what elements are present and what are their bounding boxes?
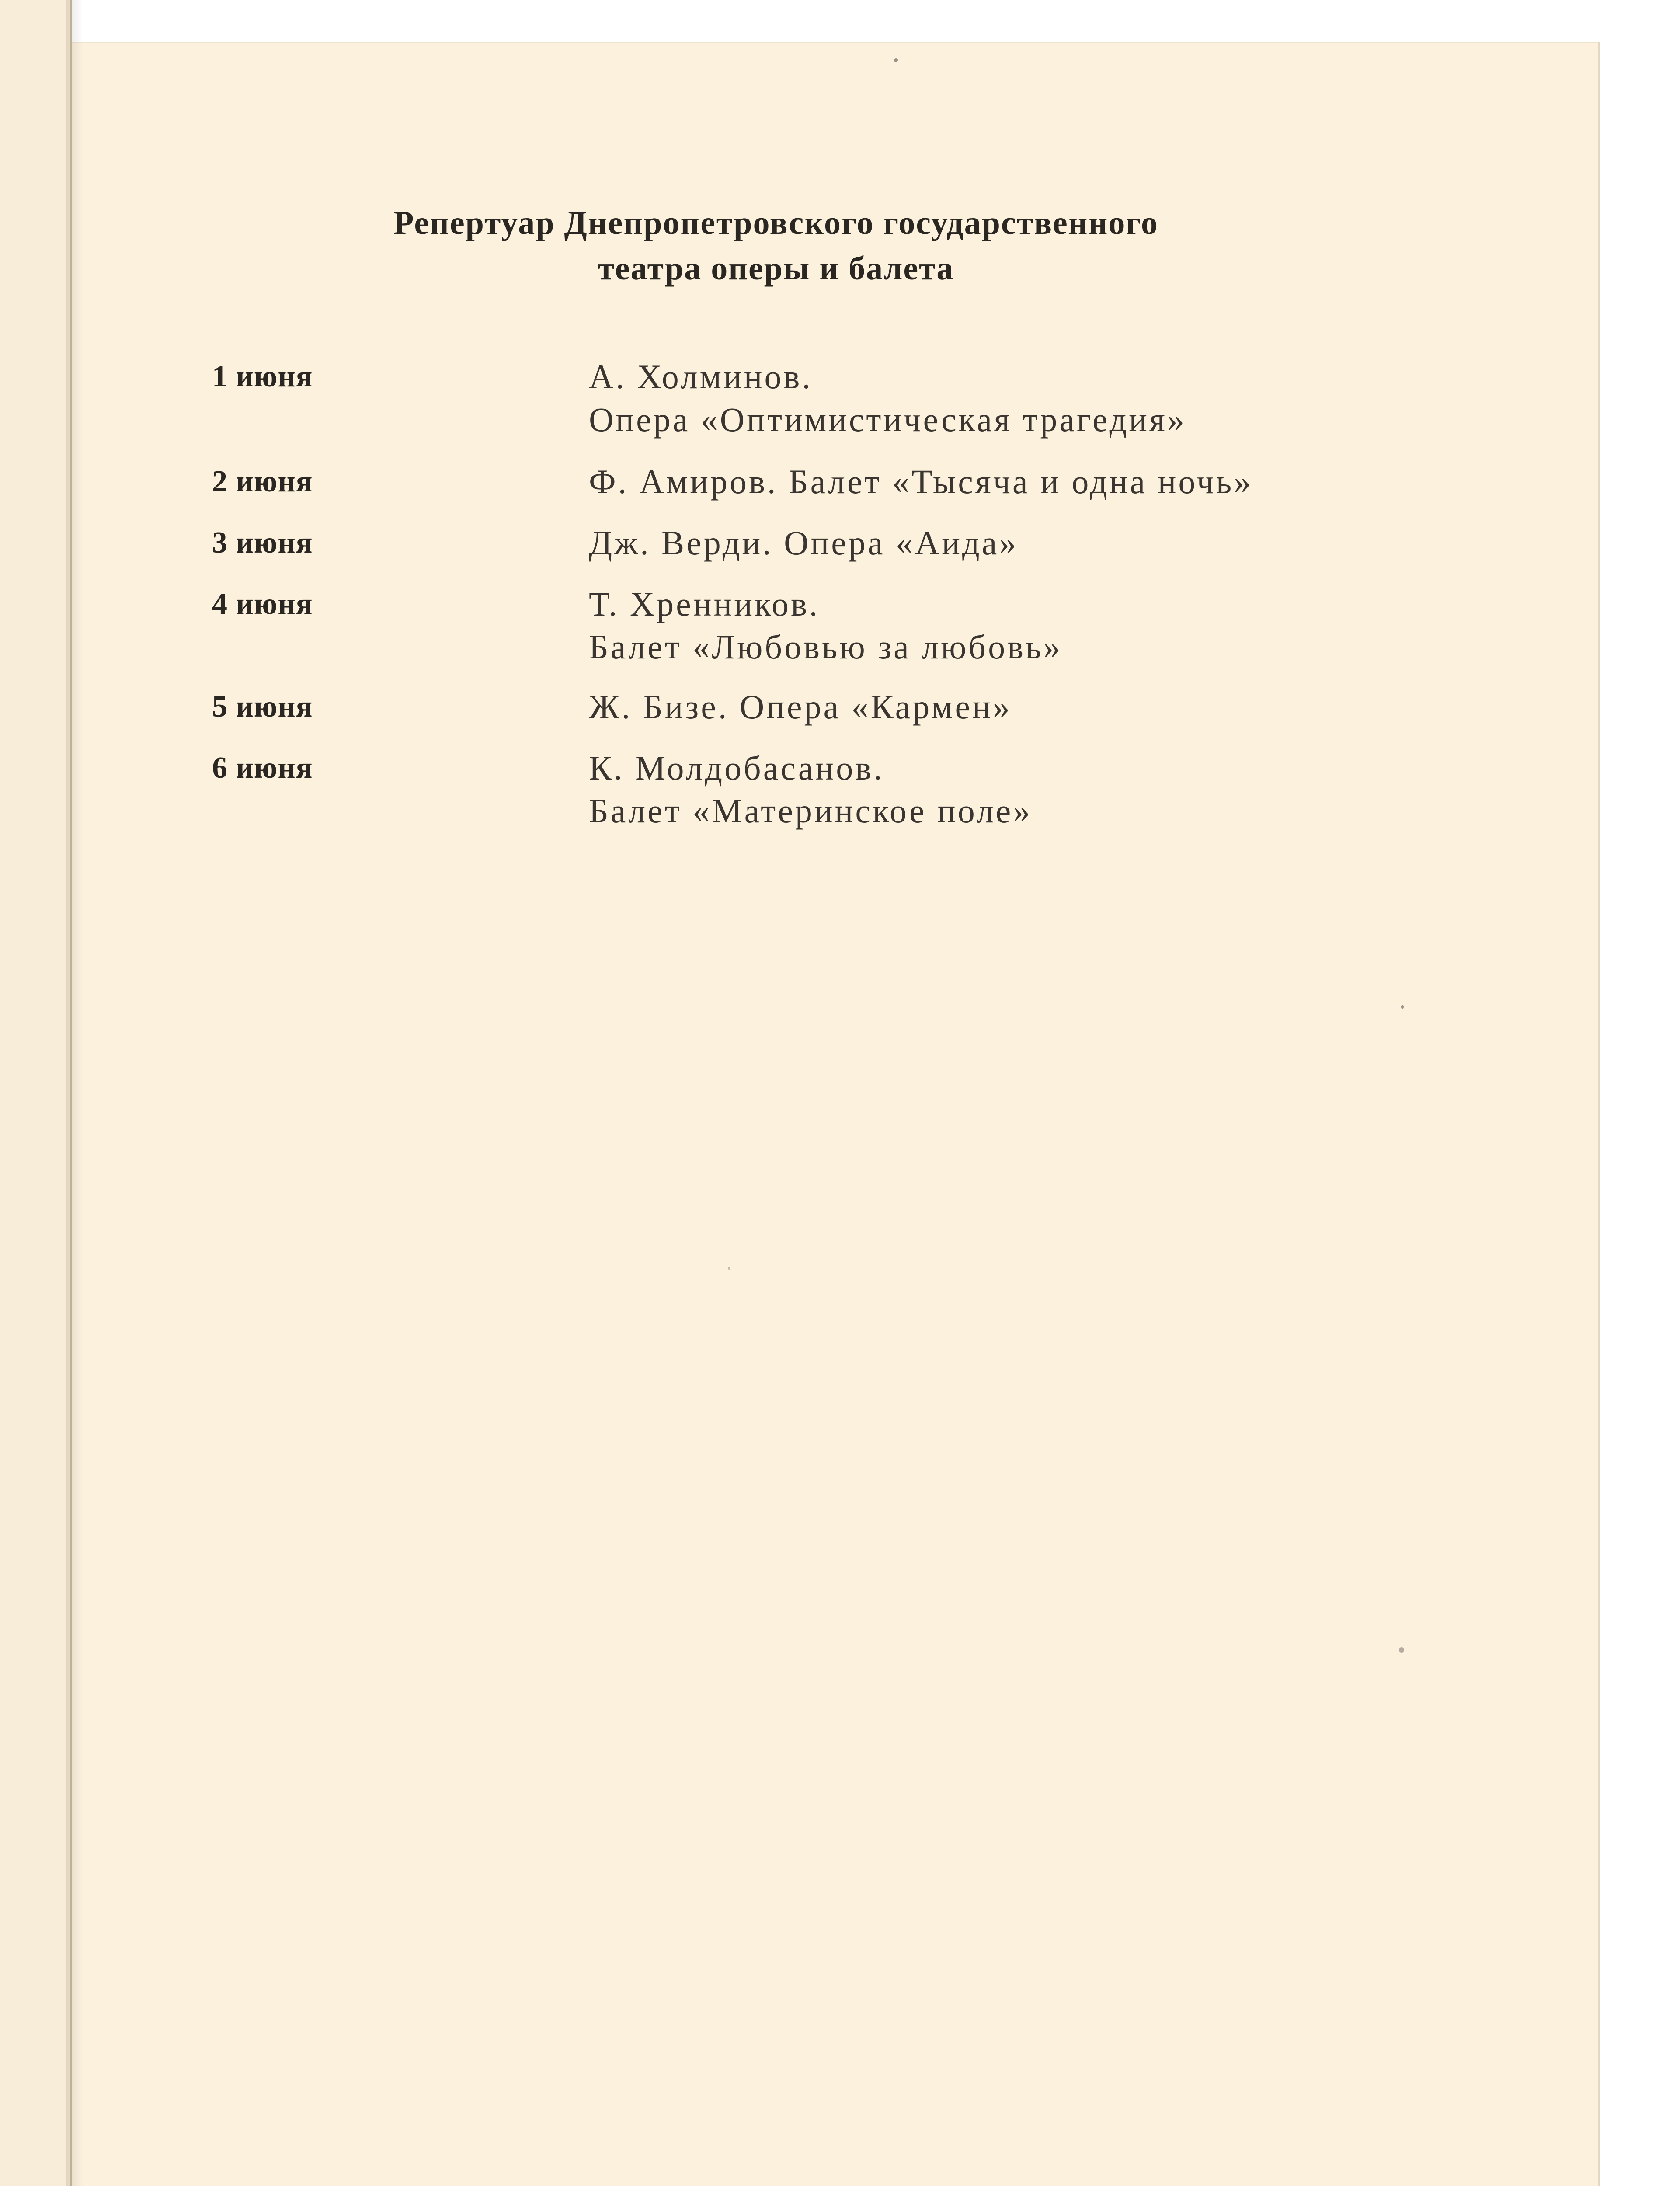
work-composer: Ж. Бизе. Опера «Кармен»	[589, 688, 1012, 726]
work-title: Балет «Материнское поле»	[589, 792, 1033, 830]
work-title: Балет «Любовью за любовь»	[589, 628, 1063, 666]
entry-date: 3 июня	[212, 526, 313, 560]
entry-date: 5 июня	[212, 690, 313, 724]
previous-page-edge	[0, 0, 72, 2186]
program-page	[72, 42, 1600, 2186]
work-title: Опера «Оптимистическая трагедия»	[589, 400, 1186, 439]
entry-work	[589, 460, 1253, 503]
fold-shadow	[66, 0, 83, 2186]
paper-speck	[1401, 1005, 1404, 1009]
title-line-2: театра оперы и балета	[598, 250, 954, 287]
entry-date: 2 июня	[212, 465, 313, 498]
entry-work	[589, 686, 1012, 728]
paper-speck	[1399, 1647, 1404, 1653]
work-composer: Ф. Амиров. Балет «Тысяча и одна ночь»	[589, 463, 1253, 501]
entry-date: 1 июня	[212, 360, 313, 393]
entry-date: 6 июня	[212, 751, 313, 785]
title-line-1: Репертуар Днепропетровского государственного	[393, 205, 1158, 241]
work-composer: Дж. Верди. Опера «Аида»	[589, 524, 1019, 562]
paper-speck	[894, 58, 898, 62]
entry-work	[589, 355, 1186, 441]
work-composer: Т. Хренников.	[589, 585, 820, 623]
paper-speck	[728, 1267, 730, 1270]
work-composer: А. Холминов.	[589, 358, 813, 396]
page-title	[72, 200, 1480, 291]
entry-date: 4 июня	[212, 587, 313, 621]
entry-work	[589, 522, 1018, 564]
entry-work	[589, 747, 1032, 832]
entry-work	[589, 583, 1062, 668]
work-composer: К. Молдобасанов.	[589, 749, 884, 787]
